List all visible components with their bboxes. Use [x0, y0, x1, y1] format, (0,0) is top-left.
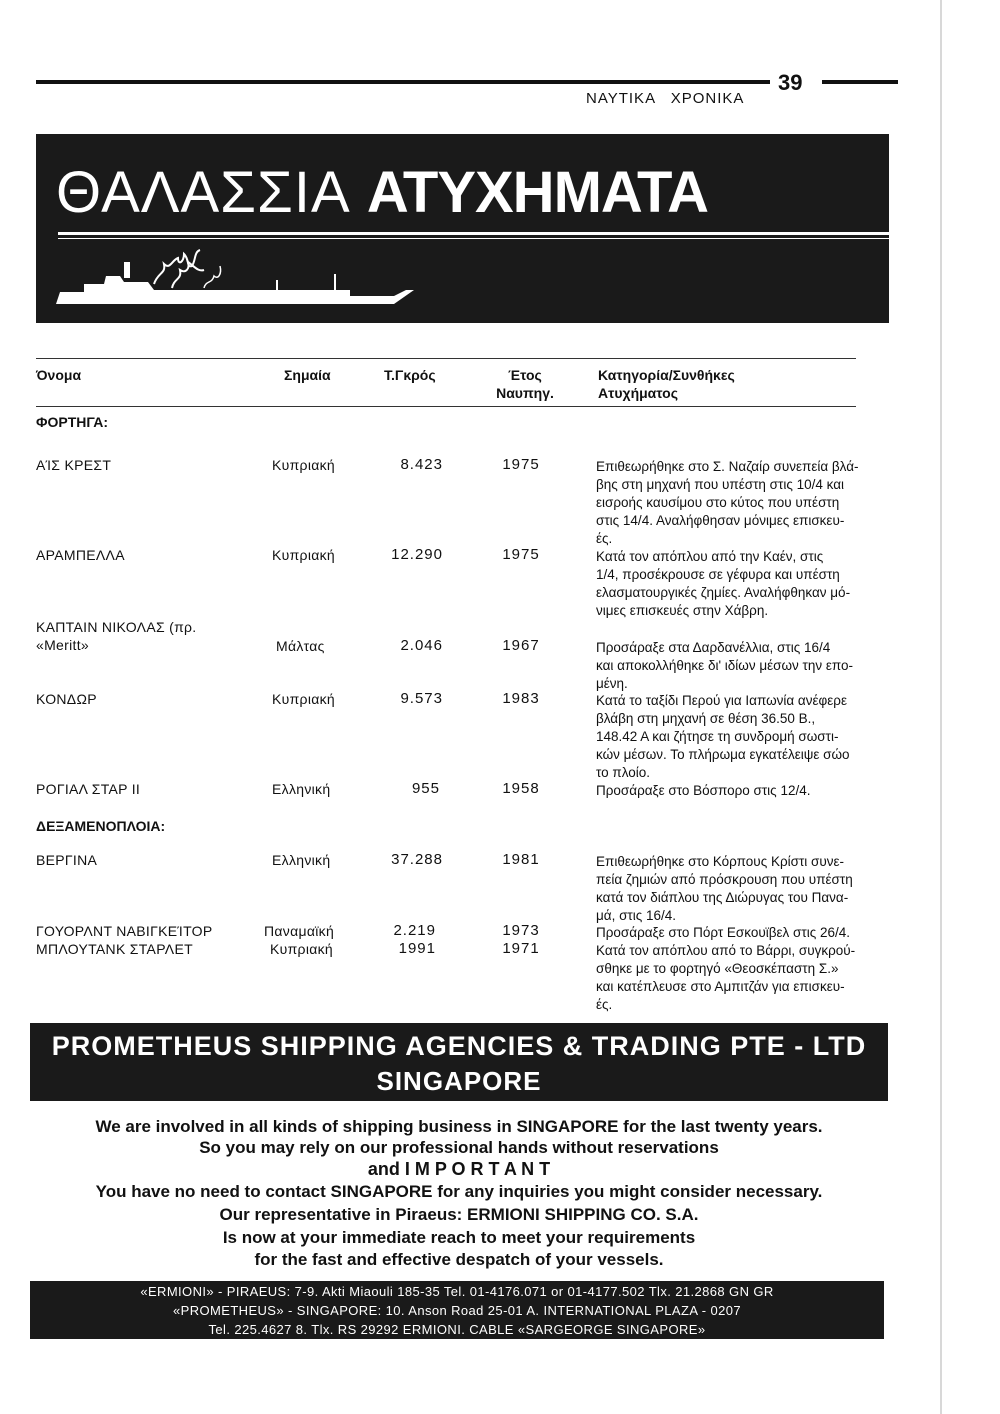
address-line: Tel. 225.4627 8. Tlx. RS 29292 ERMIONI. CABLE «SARGEORGE SINGAPORE» — [208, 1322, 706, 1337]
vessel-flag: Κυπριακή — [272, 547, 336, 563]
vessel-name: ΡΟΓΙΑΛ ΣΤΑΡ ΙΙ — [36, 781, 141, 797]
description-line: Κατά τον απόπλου από την Καέν, στις — [596, 549, 824, 564]
description-line: Προσάραξε στα Δαρδανέλλια, στις 16/4 — [596, 640, 831, 655]
table-header-rule-top — [36, 358, 856, 359]
vessel-flag: Ελληνική — [272, 852, 331, 868]
description-line: το πλοίο. — [596, 765, 651, 780]
column-header-year-line1: Έτος — [508, 367, 542, 383]
banner-title — [56, 160, 708, 225]
vessel-flag: Κυπριακή — [272, 457, 336, 473]
incident-description — [596, 782, 896, 800]
column-header-flag: Σημαία — [284, 367, 331, 383]
description-line: ές. — [596, 997, 613, 1012]
address-line: «PROMETHEUS» - SINGAPORE: 10. Anson Road 25-01 A. INTERNATIONAL PLAZA - 0207 — [173, 1303, 741, 1318]
column-header-category — [598, 366, 735, 402]
section-heading-cargo: ΦΟΡΤΗΓΑ: — [36, 414, 109, 430]
vessel-name: ΓΟΥΟΡΛΝΤ ΝΑΒΙΓΚΕΊΤΟΡ — [36, 923, 213, 939]
description-line: Προσάραξε στο Βόσπορο στις 12/4. — [596, 783, 811, 798]
description-line: 148.42 Α και ζήτησε τη συνδρομή σωστι- — [596, 729, 839, 744]
vessel-name-line: «Meritt» — [36, 637, 89, 653]
description-line: Προσάραξε στο Πόρτ Εσκουϊβελ στις 26/4. — [596, 925, 850, 940]
table-header-rule-bottom — [36, 406, 856, 407]
banner-rule-thin — [58, 238, 889, 239]
vessel-tonnage: 8.423 — [400, 456, 443, 473]
description-line: νιμες επισκευές στην Χάβρη. — [596, 603, 769, 618]
vessel-flag: Κυπριακή — [270, 941, 334, 957]
description-line: μά, στις 16/4. — [596, 908, 677, 923]
banner-title-bold: ΑΤΥΧΗΜΑΤΑ — [366, 160, 708, 225]
ad-company-name: PROMETHEUS SHIPPING AGENCIES & TRADING PTE - LTD — [51, 1031, 867, 1061]
vessel-tonnage: 2.219 — [393, 922, 436, 939]
page-number: 39 — [778, 70, 803, 95]
vessel-flag: Ελληνική — [272, 781, 331, 797]
description-line: στις 14/4. Αναλήφθησαν μόνιμες επισκευ- — [596, 513, 845, 528]
header-rule-left — [36, 80, 770, 84]
description-line: 1/4, προσέκρουσε σε γέφυρα και υπέστη — [596, 567, 840, 582]
header-rule-right — [822, 80, 898, 84]
description-line: ές. — [596, 531, 613, 546]
incident-description — [596, 853, 896, 925]
vessel-year: 1981 — [502, 851, 540, 868]
description-line: και αποκολλήθηκε δι' ιδίων μέσων την επο- — [596, 658, 854, 673]
ad-text-line: Our representative in Piraeus: ERMIONI SHIPPING CO. S.A. — [219, 1205, 699, 1224]
ad-text-line: and I M P O R T A N T — [367, 1159, 551, 1179]
column-header-category-line2: Ατυχήματος — [598, 385, 678, 401]
incident-description — [596, 924, 896, 942]
vessel-name — [36, 618, 196, 654]
vessel-tonnage: 37.288 — [391, 851, 443, 868]
description-line: κατά τον διάπλου της Διώρυγας του Πανα- — [596, 890, 849, 905]
vessel-year: 1975 — [502, 456, 540, 473]
page-edge — [940, 0, 942, 1414]
column-header-name: Όνομα — [36, 367, 82, 383]
vessel-name-line: ΚΑΠΤΑΙΝ ΝΙΚΟΛΑΣ (πρ. — [36, 619, 197, 635]
description-line: εισροής καυσίμου στο κύτος που υπέστη — [596, 495, 840, 510]
magazine-title: ΝΑΥΤΙΚΑ ΧΡΟΝΙΚΑ — [586, 90, 745, 107]
vessel-flag: Μάλτας — [276, 638, 325, 654]
description-line: και κατέπλευσε στο Αμπιτζάν για επισκευ- — [596, 979, 845, 994]
vessel-year: 1967 — [502, 637, 540, 654]
column-header-tonnage: Τ.Γκρός — [384, 367, 436, 383]
description-line: Κατά το ταξίδι Περού για Ιαπωνία ανέφερε — [596, 693, 847, 708]
ad-text-line: for the fast and effective despatch of your vessels. — [254, 1250, 664, 1269]
vessel-year: 1958 — [502, 780, 540, 797]
description-line: κών μέσων. Το πλήρωμα εγκατέλειψε σώο — [596, 747, 850, 762]
vessel-flag: Παναμαϊκή — [264, 923, 335, 939]
column-header-year — [490, 366, 560, 402]
vessel-name: ΜΠΛΟΥΤΑΝΚ ΣΤΑΡΛΕΤ — [36, 941, 193, 957]
description-line: μένη. — [596, 676, 628, 691]
description-line: ελασματουργικές ζημίες. Αναλήφθηκαν μό- — [596, 585, 851, 600]
description-line: πεία ζημιών από πρόσκρουση που υπέστη — [596, 872, 853, 887]
vessel-year: 1975 — [502, 546, 540, 563]
vessel-name: ΑΡΑΜΠΕΛΛΑ — [36, 547, 125, 563]
address-line: «ERMIONI» - PIRAEUS: 7-9. Akti Miaouli 185-35 Tel. 01-4176.071 or 01-4177.502 Tlx. 21.2868 GN GR — [140, 1284, 774, 1299]
description-line: Κατά τον απόπλου από το Βάρρι, συγκρού- — [596, 943, 856, 958]
vessel-tonnage: 12.290 — [391, 546, 443, 563]
vessel-year: 1971 — [502, 940, 540, 957]
vessel-tonnage: 1991 — [398, 940, 436, 957]
vessel-tonnage: 955 — [411, 780, 440, 797]
vessel-name: ΚΟΝΔΩΡ — [36, 691, 97, 707]
description-line: βλάβη στη μηχανή σε θέση 36.50 Β., — [596, 711, 816, 726]
vessel-tonnage: 2.046 — [400, 637, 443, 654]
incident-description — [596, 548, 896, 620]
ad-text-line: We are involved in all kinds of shipping business in SINGAPORE for the last twenty years. — [95, 1117, 823, 1136]
ad-text-line: You have no need to contact SINGAPORE for any inquiries you might consider necessary. — [95, 1182, 823, 1201]
vessel-year: 1973 — [502, 922, 540, 939]
section-banner — [36, 134, 889, 323]
section-heading-tankers: ΔΕΞΑΜΕΝΟΠΛΟΙΑ: — [36, 818, 166, 834]
vessel-name: ΑΊΣ ΚΡΕΣΤ — [36, 457, 112, 473]
ad-text-line: So you may rely on our professional hands without reservations — [199, 1138, 719, 1157]
incident-description — [596, 639, 896, 693]
description-line: βης στη μηχανή που υπέστη στις 10/4 και — [596, 477, 845, 492]
description-line: Επιθεωρήθηκε στο Σ. Ναζαίρ συνεπεία βλά- — [596, 459, 859, 474]
description-line: Επιθεωρήθηκε στο Κόρπους Κρίστι συνε- — [596, 854, 845, 869]
banner-title-light: ΘΑΛΑΣΣΙΑ — [56, 160, 351, 225]
burning-ship-icon — [54, 244, 414, 323]
incident-description — [596, 692, 896, 782]
vessel-flag: Κυπριακή — [272, 691, 336, 707]
column-header-year-line2: Ναυπηγ. — [496, 385, 554, 401]
vessel-tonnage: 9.573 — [400, 690, 443, 707]
column-header-category-line1: Κατηγορία/Συνθήκες — [598, 367, 735, 383]
description-line: σθηκε με το φορτηγό «Θεοσκέπαστη Σ.» — [596, 961, 839, 976]
banner-rule — [58, 232, 889, 235]
ad-text-line: Is now at your immediate reach to meet your requirements — [222, 1228, 696, 1247]
incident-description — [596, 458, 896, 548]
incident-description — [596, 942, 896, 1014]
vessel-year: 1983 — [502, 690, 540, 707]
vessel-name: ΒΕΡΓΙΝΑ — [36, 852, 98, 868]
ad-city: SINGAPORE — [376, 1066, 542, 1096]
